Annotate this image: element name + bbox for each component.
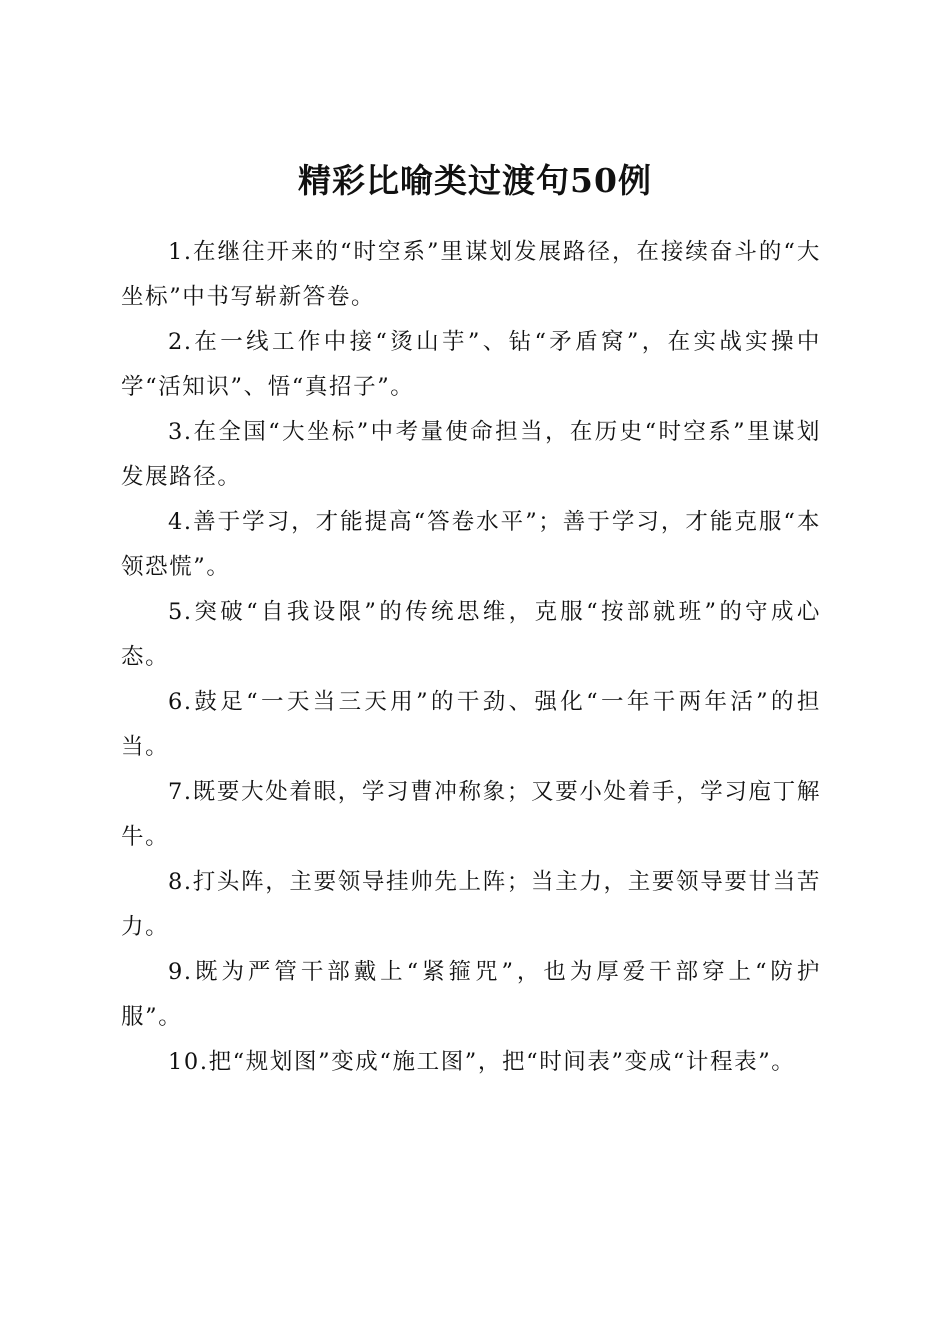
list-item: 9.既为严管干部戴上“紧箍咒”，也为厚爱干部穿上“防护服”。: [121, 959, 821, 1030]
list-item: 1.在继往开来的“时空系”里谋划发展路径，在接续奋斗的“大坐标”中书写崭新答卷。: [121, 239, 821, 310]
list-item: 7.既要大处着眼，学习曹冲称象；又要小处着手，学习庖丁解牛。: [121, 779, 821, 850]
list-item: 3.在全国“大坐标”中考量使命担当，在历史“时空系”里谋划发展路径。: [121, 419, 821, 490]
document-body: [121, 230, 821, 1085]
list-item: 6.鼓足“一天当三天用”的干劲、强化“一年干两年活”的担当。: [121, 689, 821, 760]
list-item: 4.善于学习，才能提高“答卷水平”；善于学习，才能克服“本领恐慌”。: [121, 509, 821, 580]
list-item: 5.突破“自我设限”的传统思维，克服“按部就班”的守成心态。: [121, 599, 821, 670]
list-item: 2.在一线工作中接“烫山芋”、钻“矛盾窝”，在实战实操中学“活知识”、悟“真招子”。: [121, 329, 821, 400]
list-item: 10.把“规划图”变成“施工图”，把“时间表”变成“计程表”。: [168, 1049, 796, 1075]
list-item: 8.打头阵，主要领导挂帅先上阵；当主力，主要领导要甘当苦力。: [121, 869, 821, 940]
page-title: 精彩比喻类过渡句50例: [298, 161, 652, 201]
